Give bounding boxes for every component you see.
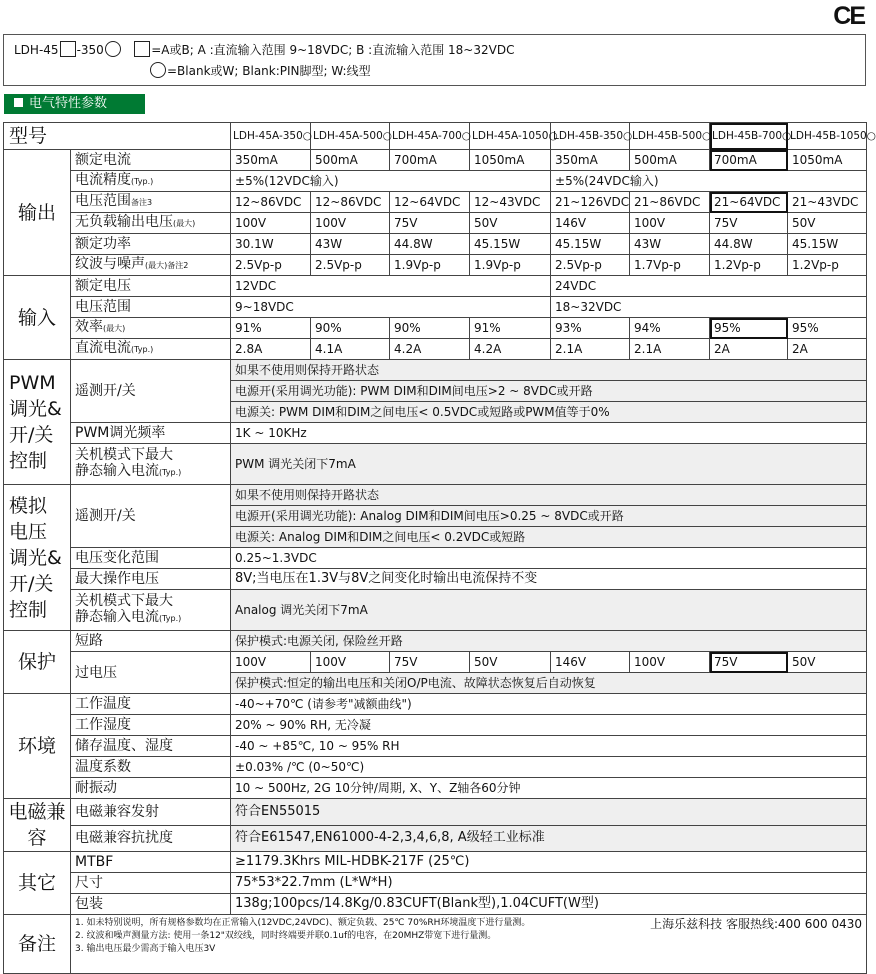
dc-current-value: 2.8A [231,339,311,360]
no-load-value: 100V [630,213,710,234]
cell [71,799,231,826]
rated-current-value: 500mA [311,150,390,171]
cell [71,548,231,569]
rated-current-value: 500mA [630,150,710,171]
row-label: 遥测开/关 [75,383,136,399]
other-value: 75*53*22.7mm (L*W*H) [231,873,867,894]
rated-power-value: 30.1W [231,234,311,255]
efficiency-value: 94% [630,318,710,339]
rated-power-value: 45.15W [788,234,867,255]
row-label: 耐振动 [75,780,117,796]
other-value: 138g;100pcs/14.8Kg/0.83CUFT(Blank型),1.04CUFT(W型) [231,894,867,915]
model-header: LDH-45A-350○ [231,123,311,150]
efficiency-value: 95% [788,318,867,339]
note-line: 3. 输出电压最少需高于输入电压3V [75,944,216,954]
cell [71,276,231,297]
pwm-standby-value: PWM 调光关闭下7mA [231,444,867,485]
short-value: 保护模式:电源关闭, 保险丝开路 [231,631,867,652]
cell [71,213,231,234]
efficiency-value: 95% [710,318,788,339]
cell [71,715,231,736]
pwm-freq-value: 1K ~ 10KHz [231,423,867,444]
pin-option-text: =Blank或W; Blank:PIN脚型; W:线型 [167,64,371,78]
cell [71,825,231,852]
cell [71,360,231,423]
spec-table [3,122,876,974]
row-label: 关机模式下最大 [75,447,173,463]
cell [71,234,231,255]
emc-value: 符合E61547,EN61000-4-2,3,4,6,8, A级轻工业标准 [231,825,867,852]
cell [71,652,231,694]
ov-value: 100V [630,652,710,673]
input-range-b: 18~32VDC [551,297,867,318]
ripple-value: 1.2Vp-p [788,255,867,276]
row-label: 关机模式下最大 [75,593,173,609]
row-label: 工作温度 [75,696,131,712]
model-mid: -350 [76,43,104,57]
row-label: 温度系数 [75,759,131,775]
environment-value: -40 ~ +85℃, 10 ~ 95% RH [231,736,867,757]
category-pwm: PWM 调光& 开/关 控制 [4,360,71,485]
row-note: (Typ.) [131,177,154,186]
ov-value: 146V [551,652,630,673]
ripple-value: 1.9Vp-p [470,255,551,276]
cell [71,297,231,318]
rated-current-value: 700mA [710,150,788,171]
accuracy-b: ±5%(24VDC输入) [551,171,867,192]
rated-current-value: 350mA [231,150,311,171]
cell [71,192,231,213]
dc-current-value: 2.1A [630,339,710,360]
model-header: LDH-45B-500○ [630,123,710,150]
analog-range-value: 0.25~1.3VDC [231,548,867,569]
input-range-a: 9~18VDC [231,297,551,318]
row-note: 备注3 [131,198,153,207]
row-label: 无负载输出电压 [75,214,173,230]
input-option-legend-icon [134,41,150,57]
contact-info: 上海乐兹科技 客服热线:400 600 0430 [650,917,863,931]
square-bullet-icon [14,98,23,107]
voltage-range-value: 12~86VDC [311,192,390,213]
efficiency-value: 90% [311,318,390,339]
environment-value: ±0.03% /℃ (0~50℃) [231,757,867,778]
row-label: 额定电压 [75,278,131,294]
environment-value: 10 ~ 500Hz, 2G 10分钟/周期, X、Y、Z轴各60分钟 [231,778,867,799]
analog-remote-line: 电源关: Analog DIM和DIM之间电压< 0.2VDC或短路 [231,527,867,548]
row-label: 额定电流 [75,152,131,168]
input-option-text: =A或B; A :直流输入范围 9~18VDC; B :直流输入范围 18~32VDC [151,43,515,57]
analog-remote-line: 电源开(采用调光功能): Analog DIM和DIM间电压>0.25 ~ 8VDC或开路 [231,506,867,527]
model-header: LDH-45A-700○ [390,123,470,150]
row-label: 电流精度 [75,172,131,188]
row-label: 过电压 [75,664,117,681]
model-header: LDH-45B-350○ [551,123,630,150]
row-label: 遥测开/关 [75,508,136,524]
cell [71,339,231,360]
ripple-value: 1.2Vp-p [710,255,788,276]
row-label: 储存温度、湿度 [75,738,173,754]
cell [71,318,231,339]
no-load-value: 75V [710,213,788,234]
rated-current-value: 1050mA [470,150,551,171]
notes-cell [71,915,867,974]
row-note: (Typ.) [131,345,154,354]
row-label: 尺寸 [75,875,103,891]
cell [71,485,231,548]
dc-current-value: 2.1A [551,339,630,360]
dc-current-value: 4.2A [390,339,470,360]
cell [71,171,231,192]
other-value: ≥1179.3Khrs MIL-HDBK-217F (25℃) [231,852,867,873]
voltage-range-value: 21~86VDC [630,192,710,213]
voltage-range-value: 21~43VDC [788,192,867,213]
ov-value: 75V [390,652,470,673]
analog-remote-line: 如果不使用则保持开路状态 [231,485,867,506]
cell [71,150,231,171]
rated-current-value: 350mA [551,150,630,171]
accuracy-a: ±5%(12VDC输入) [231,171,551,192]
row-label: 电压变化范围 [75,550,159,566]
cell [71,590,231,631]
row-label: 静态输入电流 [75,609,159,625]
row-label: 电磁兼容发射 [75,803,159,820]
pin-option-circle-icon [105,41,121,57]
pin-option-legend-icon [150,62,166,78]
section-title-text: 电气特性参数 [29,96,108,111]
input-option-box-icon [60,41,76,57]
rated-power-value: 43W [311,234,390,255]
note-line: 2. 纹波和噪声测量方法: 使用一条12"双绞线，同时终端要并联0.1uf的电容，在20MHZ带宽下进行量测。 [75,931,497,941]
dc-current-value: 4.1A [311,339,390,360]
cell [71,631,231,652]
rated-voltage-b: 24VDC [551,276,867,297]
dc-current-value: 4.2A [470,339,551,360]
rated-power-value: 44.8W [390,234,470,255]
ov-value: 75V [710,652,788,673]
category-notes: 备注 [4,915,71,974]
ripple-value: 1.7Vp-p [630,255,710,276]
voltage-range-value: 12~43VDC [470,192,551,213]
model-header: LDH-45A-500○ [311,123,390,150]
category-output: 输出 [4,150,71,276]
no-load-value: 50V [788,213,867,234]
rated-current-value: 700mA [390,150,470,171]
rated-current-value: 1050mA [788,150,867,171]
ov-value: 100V [311,652,390,673]
analog-max-value: 8V;当电压在1.3V与8V之间变化时输出电流保持不变 [231,569,867,590]
cell [71,694,231,715]
model-code-line-1 [14,41,514,58]
ripple-value: 1.9Vp-p [390,255,470,276]
analog-standby-value: Analog 调光关闭下7mA [231,590,867,631]
ov-value: 50V [470,652,551,673]
cell [71,423,231,444]
cell [71,852,231,873]
ripple-value: 2.5Vp-p [311,255,390,276]
no-load-value: 146V [551,213,630,234]
cell [71,778,231,799]
category-environment: 环境 [4,694,71,799]
row-label: 短路 [75,633,103,649]
environment-value: -40~+70℃ (请参考"减额曲线") [231,694,867,715]
cell [71,736,231,757]
category-emc: 电磁兼容 [4,799,71,852]
cell [71,894,231,915]
pwm-remote-line: 如果不使用则保持开路状态 [231,360,867,381]
category-other: 其它 [4,852,71,915]
ripple-value: 2.5Vp-p [231,255,311,276]
row-note: (Typ.) [159,614,182,623]
section-title [4,94,145,114]
row-label: 效率 [75,319,103,335]
row-label: 直流电流 [75,340,131,356]
cell [71,757,231,778]
pwm-remote-line: 电源开(采用调光功能): PWM DIM和DIM间电压>2 ~ 8VDC或开路 [231,381,867,402]
voltage-range-value: 21~64VDC [710,192,788,213]
rated-power-value: 45.15W [551,234,630,255]
models-label: 型号 [4,123,231,150]
model-header: LDH-45B-700○ [710,123,788,150]
efficiency-value: 91% [470,318,551,339]
efficiency-value: 91% [231,318,311,339]
efficiency-value: 90% [390,318,470,339]
row-label: 纹波与噪声 [75,256,145,272]
rated-power-value: 44.8W [710,234,788,255]
row-label: 最大操作电压 [75,571,159,587]
row-note: (Typ.) [159,468,182,477]
model-code-line-2 [149,62,371,79]
rated-power-value: 43W [630,234,710,255]
ov-value: 100V [231,652,311,673]
row-label: 静态输入电流 [75,463,159,479]
category-analog: 模拟 电压 调光& 开/关 控制 [4,485,71,631]
row-note: (最大) [173,219,196,228]
row-note: (最大)备注2 [145,261,189,270]
dc-current-value: 2A [788,339,867,360]
category-protection: 保护 [4,631,71,694]
no-load-value: 50V [470,213,551,234]
cell [71,873,231,894]
rated-power-value: 45.15W [470,234,551,255]
no-load-value: 75V [390,213,470,234]
row-label: 包装 [75,896,103,912]
ov-note: 保护模式:恒定的输出电压和关闭O/P电流、故障状态恢复后自动恢复 [231,673,867,694]
cell [71,255,231,276]
cell [71,569,231,590]
efficiency-value: 93% [551,318,630,339]
row-label: MTBF [75,854,114,870]
row-label: 电压范围 [75,193,131,209]
row-label: PWM调光频率 [75,425,166,441]
model-code-box [3,34,866,86]
rated-voltage-a: 12VDC [231,276,551,297]
voltage-range-value: 12~86VDC [231,192,311,213]
voltage-range-value: 21~126VDC [551,192,630,213]
no-load-value: 100V [311,213,390,234]
model-prefix: LDH-45 [14,43,59,57]
category-input: 输入 [4,276,71,360]
ce-mark: CE [833,2,864,30]
no-load-value: 100V [231,213,311,234]
model-header: LDH-45B-1050○ [788,123,867,150]
ripple-value: 2.5Vp-p [551,255,630,276]
row-label: 电磁兼容抗扰度 [75,830,173,847]
ov-value: 50V [788,652,867,673]
voltage-range-value: 12~64VDC [390,192,470,213]
cell [71,444,231,485]
environment-value: 20% ~ 90% RH, 无冷凝 [231,715,867,736]
dc-current-value: 2A [710,339,788,360]
note-line: 1. 如未特别说明，所有规格参数均在正常输入(12VDC,24VDC)、额定负载、25℃ 70%RH环境温度下进行量测。 [75,918,531,928]
row-label: 额定功率 [75,236,131,252]
pwm-remote-line: 电源关: PWM DIM和DIM之间电压< 0.5VDC或短路或PWM值等于0% [231,402,867,423]
model-header: LDH-45A-1050○ [470,123,551,150]
emc-value: 符合EN55015 [231,799,867,826]
row-note: (最大) [103,324,126,333]
row-label: 工作湿度 [75,717,131,733]
row-label: 电压范围 [75,299,131,315]
